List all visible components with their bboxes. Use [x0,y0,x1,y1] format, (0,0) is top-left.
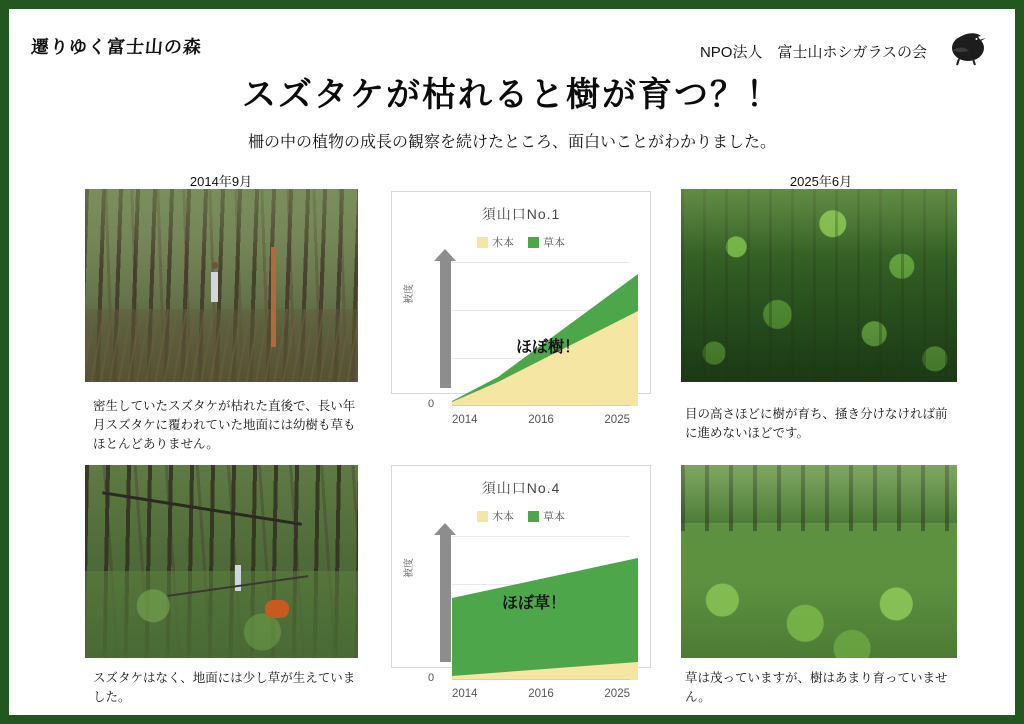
caption-photo-2025-top: 目の高さほどに樹が育ち、掻き分けなければ前に進めないほどです。 [685,407,948,440]
x-tick: 2014 [452,414,478,426]
column-heading-left: 2014年9月 [189,174,253,189]
x-axis-ticks [452,688,630,700]
caption-photo-2014-top: 密生していたスズタケが枯れた直後で、長い年月スズタケに覆われていた地面には幼樹も草もほとんどありません。 [93,399,356,451]
y-axis-arrow [440,260,451,388]
photo-2025-bottom [681,465,957,658]
gridline [452,262,630,263]
y-axis-zero-label: 0 [428,398,435,410]
legend-label-woody: 木本 [492,237,514,249]
x-tick: 2025 [604,414,630,426]
chart-plot-area [404,530,636,700]
poster-inner [9,9,1015,715]
x-axis-ticks [452,414,630,426]
legend-swatch-herb [528,511,539,522]
chart-areas [452,548,638,680]
y-axis-arrow [440,534,451,662]
chart-annotation: ほぼ樹！ [516,337,581,356]
chart-legend [392,508,650,524]
legend-item-woody [477,508,514,524]
organization-name: NPO法人 富士山ホシガラスの会 [699,44,927,61]
x-tick: 2016 [528,688,554,700]
y-axis-label: 被度 [404,284,415,304]
legend-label-herb: 草本 [543,511,565,523]
chart-title: 須山口No.1 [481,206,561,222]
chart-plot-area [404,256,636,426]
x-tick: 2025 [604,688,630,700]
legend-swatch-woody [477,511,488,522]
x-axis [452,405,630,406]
legend-item-herb [528,234,565,250]
page-subtitle: 柵の中の植物の成長の観察を続けたところ、面白いことがわかりました。 [247,134,776,151]
column-heading-right: 2025年6月 [789,174,853,189]
bird-logo-icon [945,25,991,67]
caption-photo-2014-bottom: スズタケはなく、地面には少し草が生えていました。 [93,671,356,704]
legend-label-herb: 草本 [543,237,565,249]
x-tick: 2014 [452,688,478,700]
photo-2014-top [85,189,358,382]
x-axis [452,679,630,680]
y-axis-label: 被度 [404,558,415,578]
legend-swatch-woody [477,237,488,248]
chart-annotation: ほぼ草！ [502,593,567,612]
photo-2025-top [681,189,957,382]
chart-suyamaguchi-no4 [391,465,651,700]
x-tick: 2016 [528,414,554,426]
chart-suyamaguchi-no1 [391,191,651,426]
caption-photo-2025-bottom: 草は茂っていますが、樹はあまり育っていません。 [685,671,948,704]
legend-item-woody [477,234,514,250]
legend-label-woody: 木本 [492,511,514,523]
legend-swatch-herb [528,237,539,248]
y-axis-zero-label: 0 [428,672,435,684]
poster-brand: 遷りゆく富士山の森 [30,37,203,58]
gridline [452,536,630,537]
legend-item-herb [528,508,565,524]
page-title: スズタケが枯れると樹が育つ？！ [242,75,782,115]
chart-legend [392,234,650,250]
chart-title: 須山口No.4 [481,480,561,496]
photo-2014-bottom [85,465,358,658]
